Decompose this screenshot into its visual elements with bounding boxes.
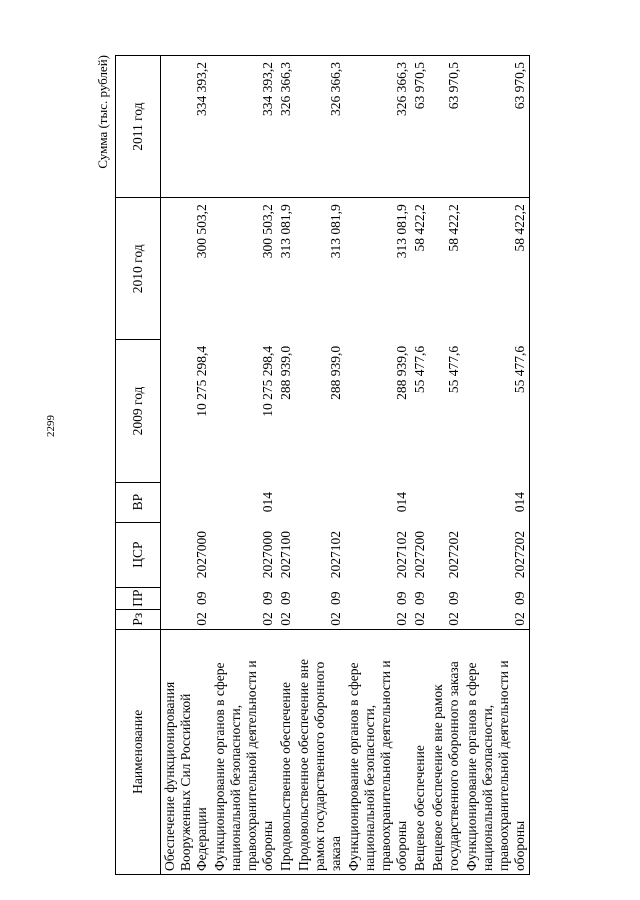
header-csr: ЦСР (116, 522, 161, 587)
row-rz: 02 (412, 612, 427, 626)
row-2010: 58 422,2 (412, 204, 427, 252)
row-rz: 02 (463, 609, 530, 629)
table-row (295, 56, 345, 875)
header-2009: 2009 год (116, 340, 161, 482)
row-vr (161, 482, 212, 522)
row-2011: 334 393,2 (211, 56, 277, 198)
row-pr: 09 (446, 591, 461, 605)
row-name: Обеспечение функционирования Вооруженных Сил Российской Федерации (161, 629, 212, 874)
row-csr: 2027000 (194, 531, 209, 579)
table-row (277, 56, 295, 875)
row-csr: 2027100 (278, 531, 293, 579)
row-name: Продовольственное обеспечение (277, 629, 295, 874)
row-pr: 09 (194, 591, 209, 605)
table-row (463, 56, 530, 875)
rotated-page (95, 55, 545, 875)
row-pr: 09 (463, 587, 530, 609)
table-row (211, 56, 277, 875)
row-2009: 10 275 298,4 (260, 345, 275, 417)
row-vr: 014 (394, 491, 409, 513)
header-name: Наименование (116, 629, 161, 874)
table-row (345, 56, 411, 875)
units-caption: Сумма (тыс. рублей) (95, 55, 110, 169)
row-vr: 014 (260, 491, 275, 513)
row-2011: 326 366,3 (345, 56, 411, 198)
row-2011: 63 970,5 (463, 56, 530, 198)
row-2009: 55 477,6 (412, 345, 427, 394)
row-2009: 288 939,0 (394, 345, 409, 400)
header-2011: 2011 год (116, 56, 161, 198)
row-2011: 334 393,2 (161, 56, 212, 198)
row-2009: 288 939,0 (278, 345, 293, 400)
row-2010: 313 081,9 (278, 204, 293, 259)
table-row (411, 56, 429, 875)
row-pr: 09 (412, 591, 427, 605)
budget-table (115, 55, 530, 875)
row-csr: 2027202 (446, 531, 461, 579)
header-rz: Рз (116, 609, 161, 629)
row-2009: 55 477,6 (446, 345, 461, 394)
row-2009: 288 939,0 (328, 345, 343, 400)
row-name: Функционирование органов в сфере национальной безопасности, правоохранительной деятельности и обороны (211, 629, 277, 874)
row-csr: 2027000 (260, 531, 275, 579)
row-pr: 09 (328, 591, 343, 605)
row-2009: 55 477,6 (463, 340, 530, 482)
row-vr: 014 (463, 482, 530, 522)
row-name: Вещевое обеспечение (411, 629, 429, 874)
row-vr (429, 482, 463, 522)
row-csr: 2027200 (412, 531, 427, 579)
row-name: Функционирование органов в сфере национальной безопасности, правоохранительной деятельности и обороны (345, 629, 411, 874)
row-vr (411, 482, 429, 522)
header-vr: ВР (116, 482, 161, 522)
row-2010: 313 081,9 (394, 204, 409, 259)
header-2010: 2010 год (116, 198, 161, 340)
row-2010: 300 503,2 (194, 204, 209, 259)
page-number: 2299 (45, 415, 57, 437)
row-name: Вещевое обеспечение вне рамок государственного оборонного заказа (429, 629, 463, 874)
table-row (429, 56, 463, 875)
row-csr: 2027102 (328, 531, 343, 579)
row-rz: 02 (278, 612, 293, 626)
table-header-row (116, 56, 161, 875)
row-rz: 02 (194, 612, 209, 626)
row-2010: 58 422,2 (446, 204, 461, 252)
row-name: Функционирование органов в сфере национальной безопасности, правоохранительной деятельности и обороны (463, 629, 530, 874)
row-rz: 02 (260, 612, 275, 626)
row-csr: 2027202 (463, 522, 530, 587)
row-rz: 02 (446, 612, 461, 626)
row-vr (295, 482, 345, 522)
row-rz: 02 (394, 612, 409, 626)
row-name: Продовольственное обеспечение вне рамок государственного оборонного заказа (295, 629, 345, 874)
row-2011: 63 970,5 (429, 56, 463, 198)
row-2011: 326 366,3 (277, 56, 295, 198)
header-pr: ПР (116, 587, 161, 609)
row-2010: 58 422,2 (463, 198, 530, 340)
row-pr: 09 (260, 591, 275, 605)
row-2010: 300 503,2 (260, 204, 275, 259)
row-vr (277, 482, 295, 522)
row-pr: 09 (278, 591, 293, 605)
row-2009: 10 275 298,4 (194, 345, 209, 417)
row-csr: 2027102 (394, 531, 409, 579)
table-row (161, 56, 212, 875)
row-2011: 326 366,3 (295, 56, 345, 198)
row-2010: 313 081,9 (328, 204, 343, 259)
row-2011: 63 970,5 (411, 56, 429, 198)
row-pr: 09 (394, 591, 409, 605)
row-rz: 02 (328, 612, 343, 626)
